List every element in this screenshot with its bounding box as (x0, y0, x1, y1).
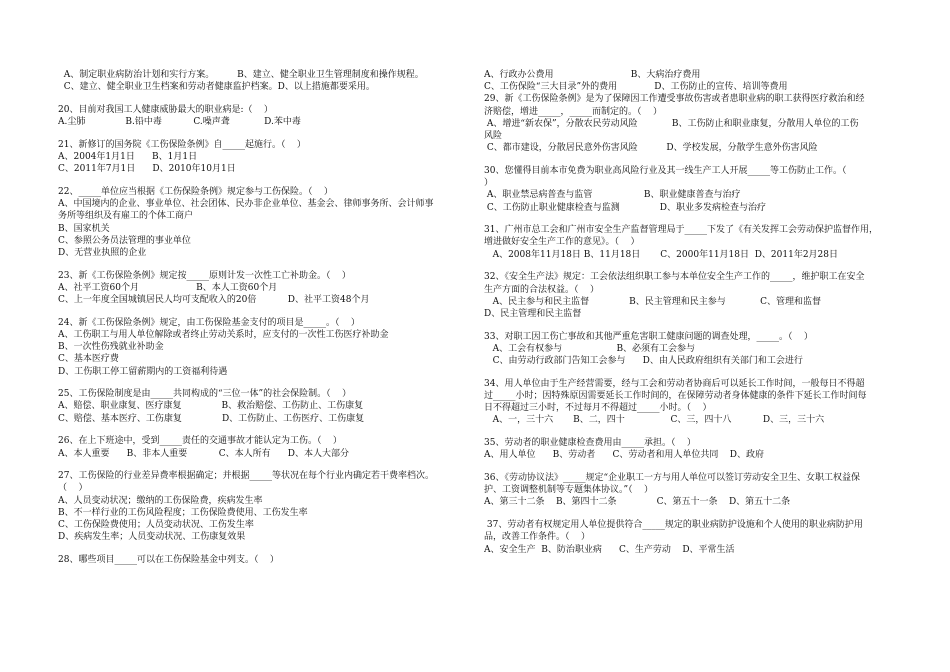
question-line: A、制定职业病防治计划和实行方案。 B、建立、健全职业卫生管理制度和操作规程。 (58, 70, 424, 80)
question-spacer (484, 214, 896, 225)
question-line: A、增进“新农保”，分散农民劳动风险 B、工伤防止和职业康复，分散用人单位的工伤 (484, 118, 859, 129)
question-spacer (58, 460, 476, 471)
question-line: 34、用人单位由于生产经营需要，经与工会和劳动者协商后可以延长工作时间，一般每日不得超 (484, 378, 865, 389)
question-line: A、中国境内的企业、事业单位、社会团体、民办非企业单位、基金会、律师事务所、会计师事 (58, 199, 434, 210)
question-spacer (484, 320, 896, 331)
question-line: 风险 (484, 131, 503, 142)
question-line: C、基本医疗费 (58, 354, 119, 365)
question-line: A、2008年11月18日 B、11月18日 C、2000年11月18日 D、2011年2月28日 (484, 249, 839, 260)
question-block (484, 437, 896, 461)
question-line: A.尘肺 B.铅中毒 C.噪声聋 D.苯中毒 (58, 117, 301, 128)
question-line: A、人员变动状况；缴纳的工伤保险费，疾病发生率 (58, 495, 263, 506)
question-line: D、民主管理和民主监督 (484, 308, 582, 319)
question-line: 25、工伤保险制度是由_____共同构成的“三位一体”的社会保险制。（ ） (58, 389, 352, 400)
question-block (58, 69, 476, 93)
question-line: 20、目前对我国工人健康威胁最大的职业病是:（ ） (58, 104, 273, 115)
question-block (58, 388, 476, 425)
question-block (58, 104, 476, 128)
question-line: C、赔偿、基本医疗、工伤康复 D、工伤防止、工伤医疗、工伤康复 (58, 413, 365, 424)
question-line: C、工伤防止职业健康检查与监测 D、职业多发病检查与治疗 (484, 202, 767, 213)
question-line: 36、《劳动协议法》_____规定“企业职工一方与用人单位可以签订劳动安全卫生、女职工权益保 (484, 472, 861, 483)
question-line: A、工伤职工与用人单位解除或者终止劳动关系时，应支付的一次性工伤医疗补助金 (58, 329, 389, 340)
question-block (484, 69, 896, 154)
question-block (484, 165, 896, 214)
question-line: 务所等组织及有雇工的个体工商户 (58, 211, 194, 222)
question-line: D、工伤职工停工留薪期内的工资福利待遇 (58, 366, 228, 377)
question-line: 29、新《工伤保险条例》是为了保障因工作遭受事故伤害或者患职业病的职工获得医疗救治和经 (484, 94, 865, 105)
question-spacer (484, 367, 896, 378)
question-line: 过_____小时；因特殊原因需要延长工作时间的，在保障劳动者身体健康的条件下延长工作时间每 (484, 390, 867, 401)
question-block (58, 270, 476, 307)
question-line: 增进做好安全生产工作的意见》。（ ） (484, 237, 640, 248)
question-spacer (58, 425, 476, 436)
question-line: 23、新《工伤保险条例》规定按_____原则计发一次性工亡补助金。（ ） (58, 270, 351, 281)
question-line: C、参照公务员法管理的事业单位 (58, 235, 191, 246)
question-line: 济赔偿，增进_____，_____而制定的。（ ） (484, 106, 662, 117)
question-spacer (484, 261, 896, 272)
question-line: 生产方面的合法权益。（ ） (484, 284, 599, 295)
question-line: （ ） (58, 483, 88, 494)
question-block (58, 435, 476, 459)
question-line: A、职业禁忌病普查与监管 B、职业健康普查与治疗 (484, 190, 741, 201)
question-line: 32、《安全生产法》规定：工会依法组织职工参与本单位安全生产工作的_____，维护职工在安全 (484, 272, 865, 283)
question-line: B、不一样行业的工伤风险程度；工伤保险费使用、工伤发生率 (58, 507, 308, 518)
question-line: 品，改善工作条件。（ ） (484, 532, 590, 543)
right-column (484, 69, 896, 556)
question-line: A、本人重要 B、非本人重要 C、本人所有 D、本人大部分 (58, 448, 350, 459)
question-block (484, 331, 896, 368)
question-block (484, 224, 896, 261)
question-line: A、赔偿、职业康复、医疗康复 B、救治赔偿、工伤防止、工伤康复 (58, 401, 364, 412)
question-block (484, 378, 896, 427)
question-line: 24、新《工伤保险条例》规定，由工伤保险基金支付的项目是_____。（ ） (58, 317, 360, 328)
question-block (484, 472, 896, 509)
question-line: 日不得超过三小时，不过每月不得超过_____小时。（ ） (484, 403, 712, 414)
question-line: A、工会有权参与 B、必须有工会参与 (484, 343, 696, 354)
question-line: C、都市建设，分散居民意外伤害风险 D、学校发展，分散学生意外伤害风险 (484, 143, 818, 154)
question-line: 26、在上下班途中，受到_____责任的交通事故才能认定为工伤。（ ） (58, 436, 342, 447)
question-spacer (58, 175, 476, 186)
question-spacer (58, 259, 476, 270)
question-line: C、由劳动行政部门告知工会参与 D、由人民政府组织有关部门和工会进行 (484, 356, 803, 367)
question-block (58, 186, 476, 259)
question-line: D、无营业执照的企业 (58, 247, 147, 258)
question-line: C、工伤保险“三大目录”外的费用 D、工伤防止的宣传、培训等费用 (484, 82, 788, 93)
question-block (484, 519, 896, 556)
question-line: 28、哪些项目_____可以在工伤保险基金中列支。（ ） (58, 555, 279, 565)
question-spacer (58, 306, 476, 317)
question-spacer (58, 378, 476, 389)
question-line: D、疾病发生率；人员变动状况、工伤康复效果 (58, 532, 246, 543)
question-line: 27、工伤保险的行业差异费率根据确定；并根据_____等状况在每个行业内确定若干费率档次。 (58, 471, 434, 482)
question-block (58, 470, 476, 543)
question-line: 31、广州市总工会和广州市安全生产监督管理局于_____下发了《有关发挥工会劳动保护监督作用， (484, 225, 878, 236)
question-spacer (484, 154, 896, 165)
question-line: A、第三十二条 B、第四十二条 C、第五十一条 D、第五十二条 (484, 497, 791, 508)
question-line: ） (484, 178, 494, 189)
question-spacer (484, 461, 896, 472)
question-spacer (58, 93, 476, 104)
question-spacer (58, 128, 476, 139)
question-line: A、安全生产 B、防治职业病 C、生产劳动 D、平常生活 (484, 544, 735, 555)
question-line: A、行政办公费用 B、大病治疗费用 (484, 70, 701, 80)
question-line: 30、您懂得目前本市免费为职业高风险行业及其一线生产工人开展_____等工伤防止工作。（ (484, 165, 847, 176)
question-block (484, 271, 896, 320)
question-block (58, 139, 476, 176)
question-line: A、民主参与和民主监督 B、民主管理和民主参与 C、管理和监督 (484, 296, 821, 307)
question-line: C、2011年7月1日 D、2010年10月1日 (58, 164, 236, 175)
question-line: A、社平工资60个月 B、本人工资60个月 (58, 282, 278, 293)
question-line: A、一，三十六 B、二，四十 C、三，四十八 D、三，三十六 (484, 415, 825, 426)
question-line: C、建立、健全职业卫生档案和劳动者健康监护档案。D、以上措施都要采用。 (58, 82, 375, 93)
question-line: 21、新修订的国务院《工伤保险条例》自_____起施行。（ ） (58, 139, 306, 150)
question-line: C、工伤保险费使用；人员变动状况、工伤发生率 (58, 520, 254, 531)
question-line: B、国家机关 (58, 223, 110, 234)
question-line: 护、工资调整机制等专题集体协议。”（ ） (484, 485, 654, 496)
question-line: 35、劳动者的职业健康检查费用由_____承担。（ ） (484, 438, 696, 449)
question-block (58, 554, 476, 566)
question-line: A、用人单位 B、劳动者 C、劳动者和用人单位共同 D、政府 (484, 450, 764, 461)
question-line: C、上一年度全国城镇居民人均可支配收入的20倍 D、社平工资48个月 (58, 295, 370, 306)
left-column (58, 69, 476, 566)
question-line: A、2004年1月1日 B、1月1日 (58, 152, 198, 163)
question-line: 33、对职工因工伤亡事故和其他严重危害职工健康问题的调查处理，_____。（ ） (484, 331, 813, 342)
question-spacer (484, 509, 896, 520)
question-block (58, 317, 476, 378)
question-line: B、一次性伤残就业补助金 (58, 342, 164, 353)
question-line: 22、_____单位应当根据《工伤保险条例》规定参与工伤保险。（ ） (58, 186, 333, 197)
question-spacer (484, 427, 896, 438)
question-spacer (58, 544, 476, 555)
question-line: 37、劳动者有权规定用人单位提供符合_____规定的职业病防护设施和个人使用的职业病防护用 (484, 520, 863, 531)
